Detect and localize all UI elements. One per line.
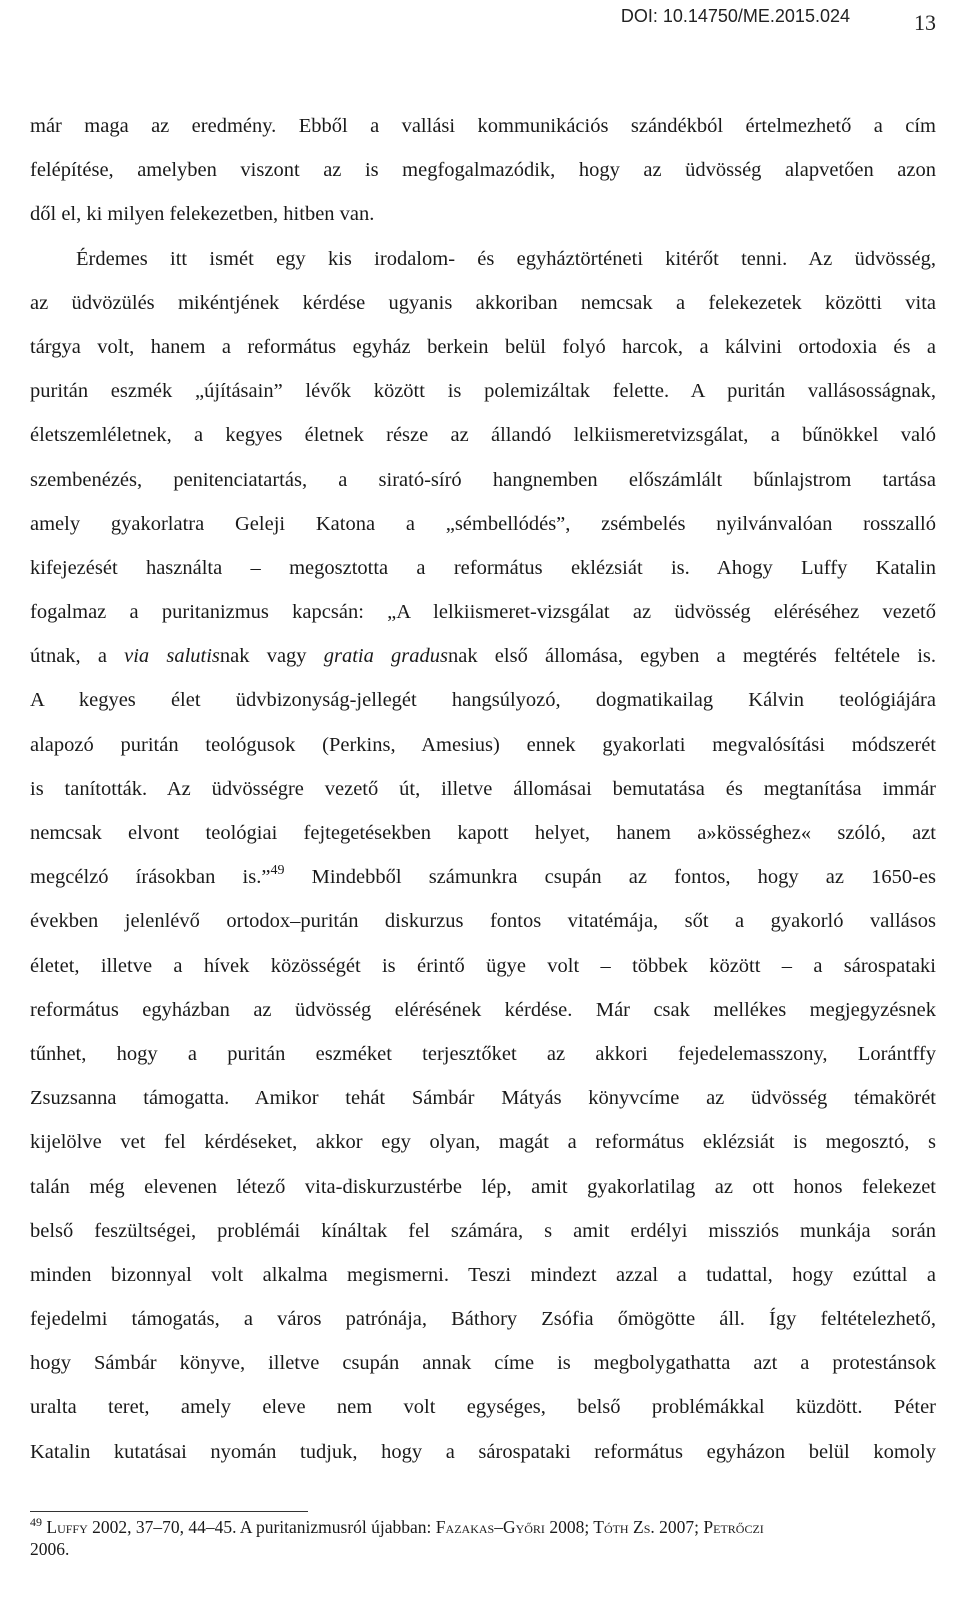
author-smallcaps: óth bbox=[603, 1517, 629, 1537]
text-line: kifejezését használta – megosztotta a református eklézsiát is. Ahogy Luffy Katalin bbox=[30, 556, 936, 579]
text-line: Katalin kutatásai nyomán tudjuk, hogy a sárospataki református egyházon belül komoly bbox=[30, 1440, 936, 1463]
text-line: A kegyes élet üdvbizonyság-jellegét hangsúlyozó, dogmatikailag Kálvin teológiájára bbox=[30, 689, 936, 712]
text-line: az üdvözülés mikéntjének kérdése ugyanis akkoriban nemcsak a felekezetek közötti vita bbox=[30, 291, 936, 314]
text-line: tűnhet, hogy a puritán eszméket terjesztőket az akkori fejedelemasszony, Lorántffy bbox=[30, 1042, 936, 1065]
text-run: L bbox=[46, 1517, 58, 1537]
text-run: nak vagy bbox=[219, 645, 324, 668]
text-line-italic bbox=[30, 634, 936, 678]
italic-term: gratia gradus bbox=[323, 645, 449, 668]
text-run: megcélzó írásokban is.” bbox=[30, 866, 271, 889]
paragraph-1 bbox=[30, 104, 936, 237]
text-run: 2002, 37–70, 44–45. A puritanizmusról újabban: F bbox=[87, 1517, 446, 1537]
text-line: szembenézés, penitenciatartás, a sirató-síró hangnemben előszámlált bűnlajstrom tartása bbox=[30, 468, 936, 491]
text-line: életet, illetve a hívek közösségét is érintő ügye volt – többek között – a sárospataki bbox=[30, 954, 936, 977]
text-run: Mindebből számunkra csupán az fontos, hogy az 1650-es bbox=[284, 866, 936, 889]
text-line: nemcsak elvont teológiai fejtegetésekben kapott helyet, hanem a»kösséghez« szóló, azt bbox=[30, 822, 936, 844]
text-run: . 2007; P bbox=[650, 1517, 714, 1537]
author-smallcaps: uffy bbox=[57, 1517, 88, 1537]
text-line: uralta teret, amely eleve nem volt egységes, belső problémákkal küzdött. Péter bbox=[30, 1396, 936, 1419]
text-run: útnak, a bbox=[30, 645, 125, 668]
doi-label: DOI: 10.14750/ME.2015.024 bbox=[620, 6, 850, 26]
text-run: Z bbox=[628, 1517, 644, 1537]
text-line: Zsuzsanna támogatta. Amikor tehát Sámbár Mátyás könyvcíme az üdvösség témakörét bbox=[30, 1087, 936, 1110]
text-run: nak első állomása, egyben a megtérés feltétele is. bbox=[448, 645, 937, 668]
text-line: felépítése, amelyben viszont az is megfogalmazódik, hogy az üdvösség alapvetően azon bbox=[30, 159, 936, 182]
text-line: alapozó puritán teológusok (Perkins, Amesius) ennek gyakorlati megvalósítási módszerét bbox=[30, 733, 936, 756]
text-line: is tanították. Az üdvösségre vezető út, illetve állomásai bemutatása és megtanítása immár bbox=[30, 777, 936, 800]
author-smallcaps: etrőczi bbox=[713, 1517, 764, 1537]
text-line: életszemléletnek, a kegyes életnek része az állandó lelkiismeretvizsgálat, a bűnökkel való bbox=[30, 424, 936, 447]
text-line: belső feszültségei, problémái kínáltak fel számára, s amit erdélyi missziós munkája során bbox=[30, 1219, 936, 1242]
italic-term: via salutis bbox=[124, 645, 220, 668]
text-line: talán még elevenen létező vita-diskurzustérbe lép, amit gyakorlatilag az ott honos felekezet bbox=[30, 1175, 936, 1198]
footnote-line: 2006. bbox=[30, 1539, 70, 1559]
page-header bbox=[0, 6, 960, 36]
footnote-divider bbox=[30, 1511, 308, 1512]
text-line-with-footnote bbox=[30, 855, 936, 899]
author-smallcaps: s bbox=[643, 1517, 651, 1537]
author-smallcaps: azakas bbox=[445, 1517, 495, 1537]
text-line: puritán eszmék „újításain” lévők között is polemizáltak felette. A puritán vallásosságnak, bbox=[30, 380, 936, 403]
footnote-line bbox=[30, 1516, 936, 1538]
text-line: tárgya volt, hanem a református egyház berkein belül folyó harcok, a kálvini ortodoxia és a bbox=[30, 335, 936, 358]
paragraph-2 bbox=[30, 237, 936, 1474]
text-line: fogalmaz a puritanizmus kapcsán: „A lelkiismeret-vizsgálat az üdvösség eléréséhez vezető bbox=[30, 601, 936, 624]
text-line: fejedelmi támogatás, a város patrónája, Báthory Zsófia őmögötte áll. Így feltételezhető, bbox=[30, 1308, 936, 1331]
text-run: –G bbox=[494, 1517, 516, 1537]
author-smallcaps: yőri bbox=[515, 1517, 545, 1537]
text-line: hogy Sámbár könyve, illetve csupán annak címe is megbolygathatta azt a protestánsok bbox=[30, 1352, 936, 1375]
text-line: amely gyakorlatra Geleji Katona a „sémbellódés”, zsémbelés nyilvánvalóan rosszalló bbox=[30, 512, 936, 535]
text-line: már maga az eredmény. Ebből a vallási kommunikációs szándékból értelmezhető a cím bbox=[30, 115, 936, 137]
footnote-49 bbox=[30, 1516, 936, 1560]
footnote-number: 49 bbox=[30, 1515, 42, 1529]
text-line: református egyházban az üdvösség elérésének kérdése. Már csak mellékes megjegyzésnek bbox=[30, 998, 936, 1021]
text-run: 2008; T bbox=[544, 1517, 604, 1537]
text-line: kijelölve vet fel kérdéseket, akkor egy olyan, magát a református eklézsiát is megosztó, s bbox=[30, 1131, 936, 1154]
footnote-reference[interactable]: 49 bbox=[270, 863, 285, 879]
text-line: években jelenlévő ortodox–puritán diskurzus fontos vitatémája, sőt a gyakorló vallásos bbox=[30, 910, 936, 933]
body-text bbox=[30, 104, 936, 1474]
page-number: 13 bbox=[914, 10, 936, 35]
text-line: minden bizonnyal volt alkalma megismerni. Teszi mindezt azzal a tudattal, hogy ezúttal a bbox=[30, 1263, 936, 1286]
text-line: dől el, ki milyen felekezetben, hitben van. bbox=[30, 203, 375, 226]
text-line: Érdemes itt ismét egy kis irodalom- és egyháztörténeti kitérőt tenni. Az üdvösség, bbox=[76, 247, 936, 270]
